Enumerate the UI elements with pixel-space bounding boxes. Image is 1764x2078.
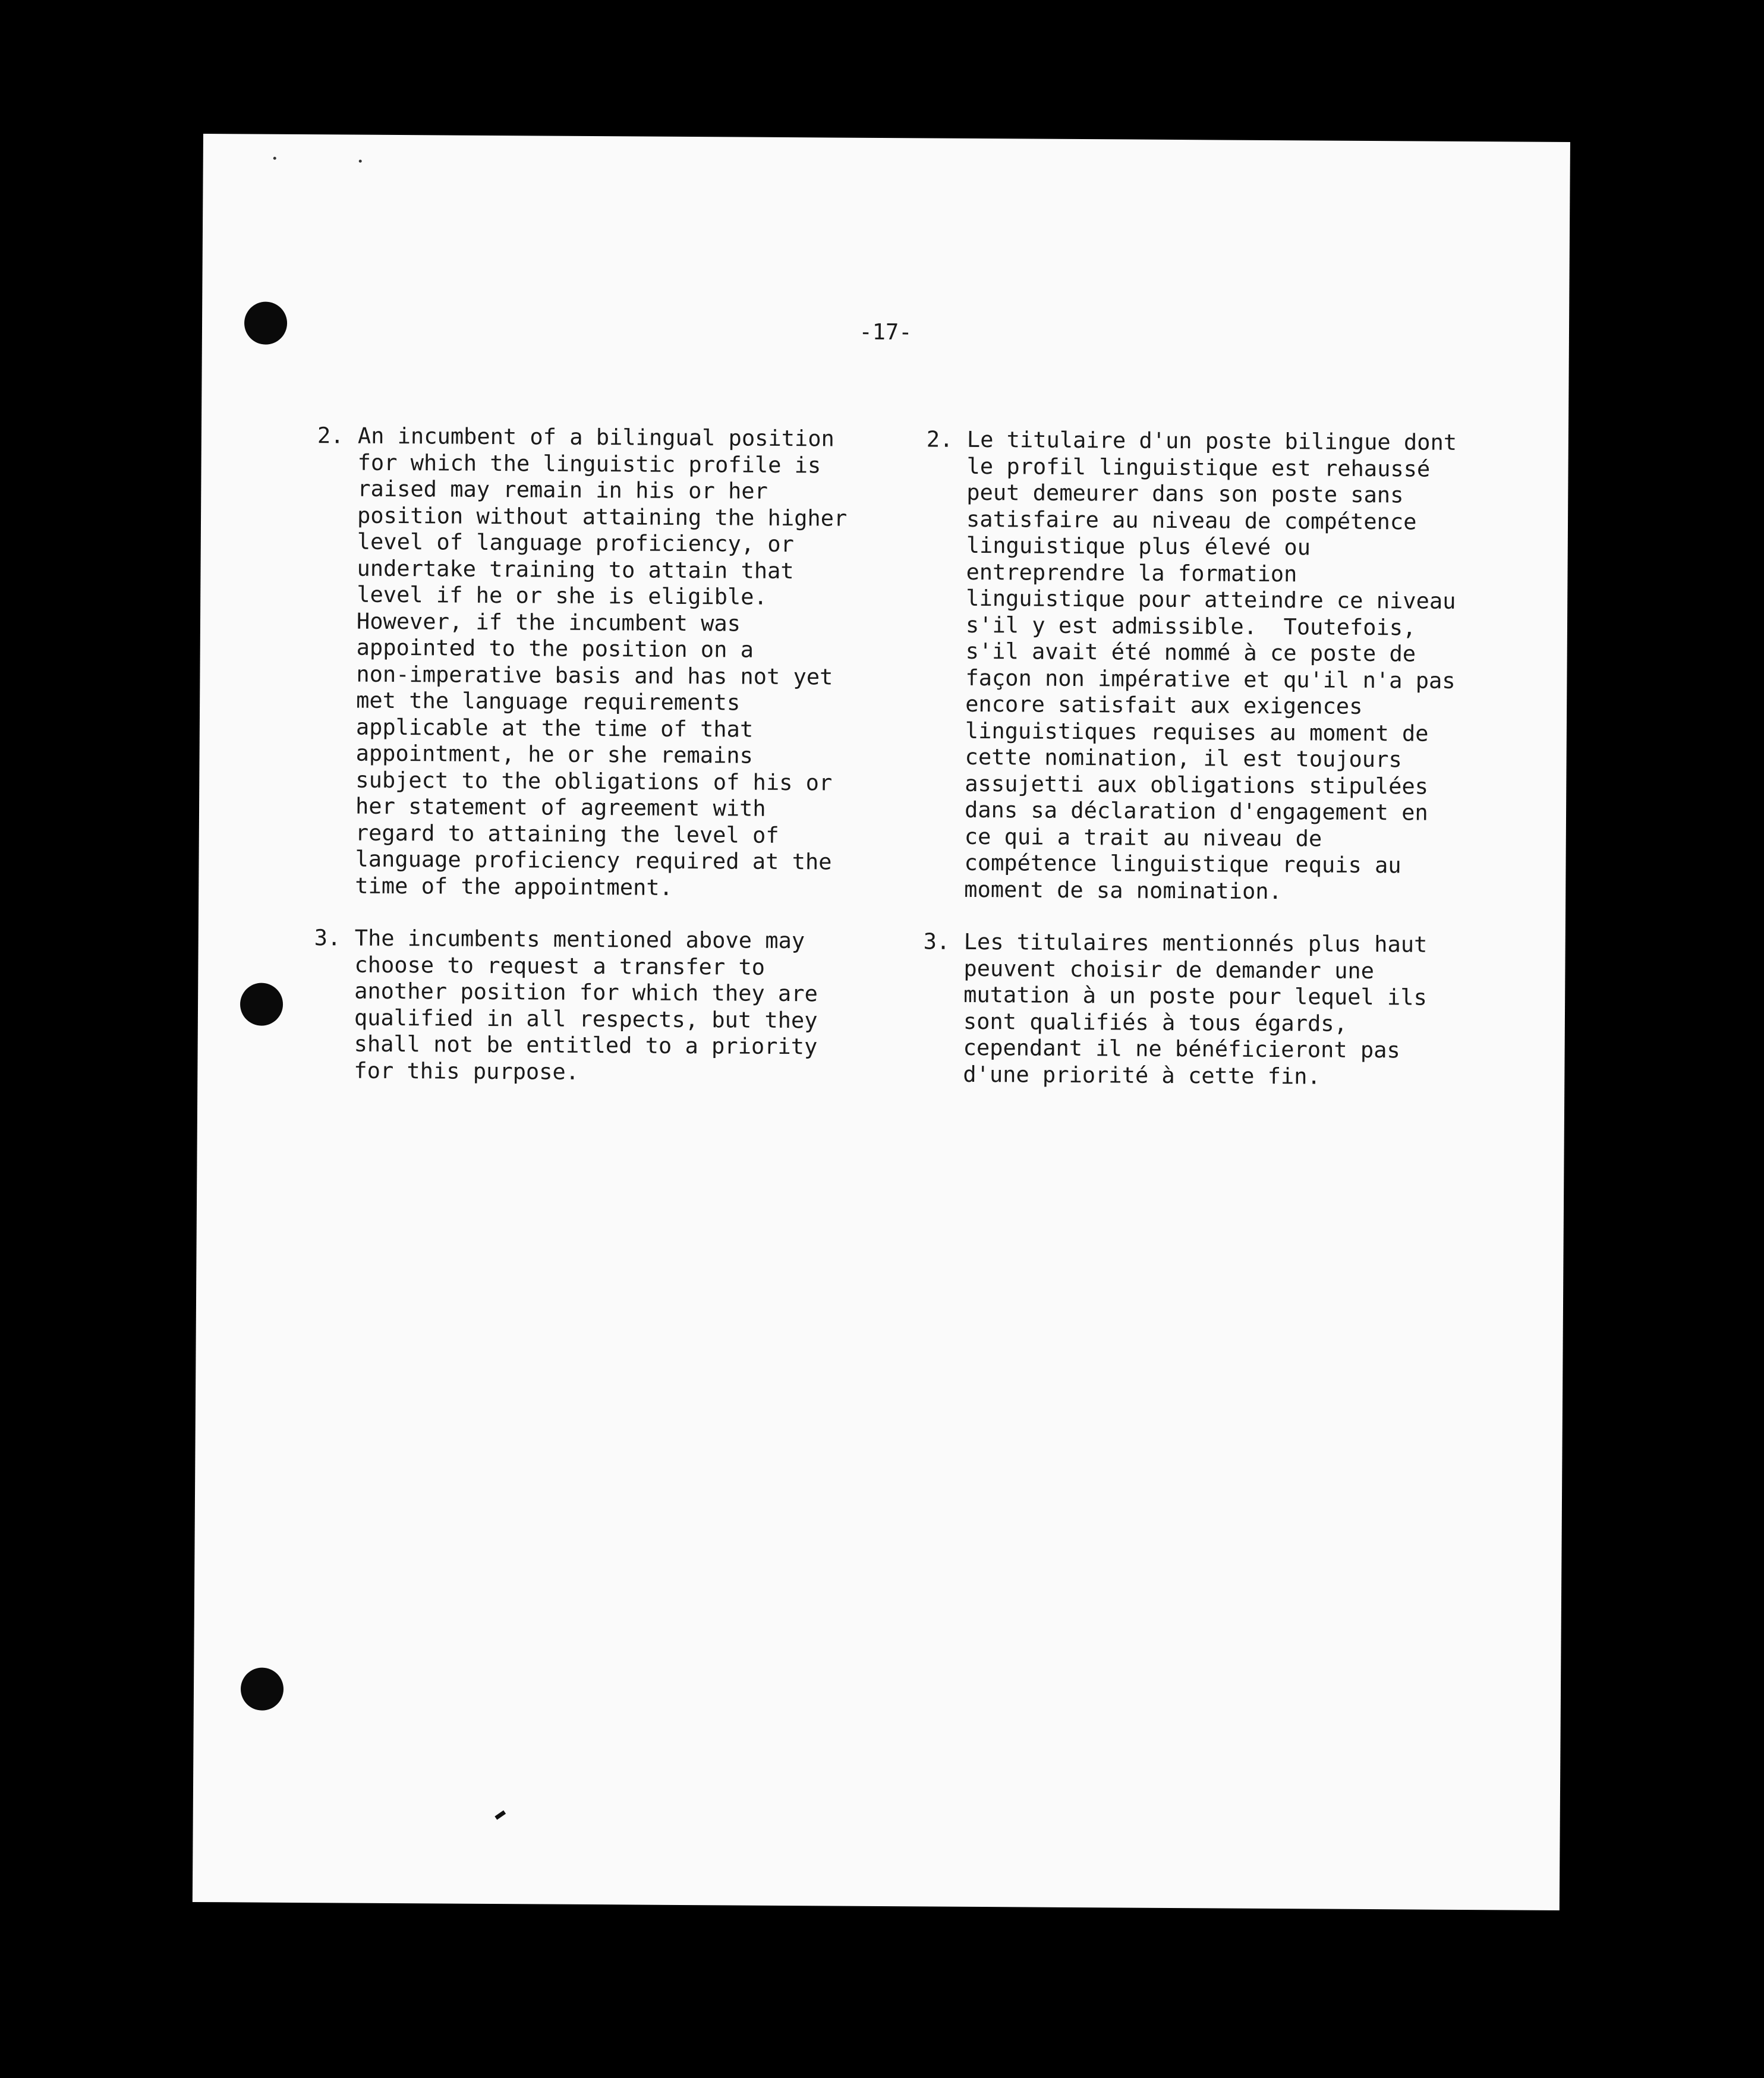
french-item-3 <box>922 928 1506 1091</box>
text-line: dans sa déclaration d'engagement en <box>964 796 1428 826</box>
item-text <box>354 925 867 1087</box>
text-line: d'une priorité à cette fin. <box>963 1061 1321 1090</box>
text-line: cependant il ne bénéficieront pas <box>963 1034 1400 1063</box>
text-line: s'il avait été nommé à ce poste de <box>965 638 1416 667</box>
text-line: applicable at the time of that <box>355 714 754 742</box>
text-line: encore satisfait aux exigences <box>965 691 1363 719</box>
english-column <box>313 423 870 1113</box>
item-text <box>355 423 870 902</box>
item-text <box>963 929 1506 1091</box>
text-line: time of the appointment. <box>355 873 673 901</box>
document-page <box>193 134 1570 1910</box>
text-line: appointment, he or she remains <box>355 740 754 769</box>
punch-hole-bottom <box>241 1667 284 1710</box>
text-line: compétence linguistique requis au <box>964 849 1401 879</box>
text-line: assujetti aux obligations stipulées <box>965 770 1429 799</box>
text-line: position without attaining the higher <box>357 502 848 531</box>
item-text <box>964 427 1509 906</box>
text-line: for this purpose. <box>354 1057 579 1085</box>
text-line: moment de sa nomination. <box>964 876 1283 904</box>
text-line: ce qui a trait au niveau de <box>964 823 1322 852</box>
text-line: peut demeurer dans son poste sans <box>966 479 1404 508</box>
text-line: choose to request a transfer to <box>354 952 766 980</box>
text-line: peuvent choisir de demander une <box>963 955 1375 984</box>
text-line: appointed to the position on a <box>356 634 754 663</box>
text-line: subject to the obligations of his or <box>355 767 833 795</box>
text-line: An incumbent of a bilingual position <box>357 423 834 452</box>
item-number: 3. <box>314 925 341 951</box>
item-number: 3. <box>923 928 950 955</box>
text-line: met the language requirements <box>356 687 741 716</box>
punch-hole-middle <box>240 983 283 1025</box>
french-column <box>922 426 1509 1117</box>
french-item-2 <box>924 426 1509 906</box>
page-number: -17- <box>859 319 912 345</box>
text-line: mutation à un poste pour lequel ils <box>963 981 1427 1010</box>
text-line: s'il y est admissible. Toutefois, <box>965 612 1416 640</box>
pen-mark <box>494 1811 506 1820</box>
speck <box>273 157 276 160</box>
text-line: However, if the incumbent was <box>356 608 741 637</box>
text-line: Le titulaire d'un poste bilingue dont <box>966 426 1457 455</box>
text-line: satisfaire au niveau de compétence <box>966 506 1417 534</box>
text-line: cette nomination, il est toujours <box>965 744 1402 773</box>
text-line: her statement of agreement with <box>355 793 766 821</box>
text-line: entreprendre la formation <box>966 559 1297 587</box>
text-line: linguistique plus élevé ou <box>966 532 1311 561</box>
text-line: level of language proficiency, or <box>357 528 795 558</box>
english-item-3 <box>313 925 867 1087</box>
text-line: shall not be entitled to a priority <box>354 1031 818 1060</box>
text-line: sont qualifiés à tous égards, <box>963 1008 1348 1037</box>
text-line: raised may remain in his or her <box>357 476 768 504</box>
text-line: façon non impérative et qu'il n'a pas <box>965 665 1456 694</box>
item-number: 2. <box>926 426 953 452</box>
text-line: language proficiency required at the <box>355 846 832 875</box>
text-line: The incumbents mentioned above may <box>354 925 805 954</box>
text-line: linguistique pour atteindre ce niveau <box>966 585 1456 614</box>
english-item-2 <box>314 423 870 902</box>
text-line: undertake training to attain that <box>357 555 794 584</box>
text-line: level if he or she is eligible. <box>357 581 767 610</box>
text-line: regard to attaining the level of <box>355 820 779 848</box>
text-line: linguistiques requises au moment de <box>965 717 1429 747</box>
text-line: non-imperative basis and has not yet <box>356 661 833 689</box>
text-line: Les titulaires mentionnés plus haut <box>963 928 1428 958</box>
text-line: another position for which they are <box>354 978 818 1007</box>
text-line: qualified in all respects, but they <box>354 1005 818 1033</box>
speck <box>359 160 362 163</box>
text-line: for which the linguistic profile is <box>357 449 821 478</box>
item-number: 2. <box>317 423 344 449</box>
text-line: le profil linguistique est rehaussé <box>966 453 1431 482</box>
